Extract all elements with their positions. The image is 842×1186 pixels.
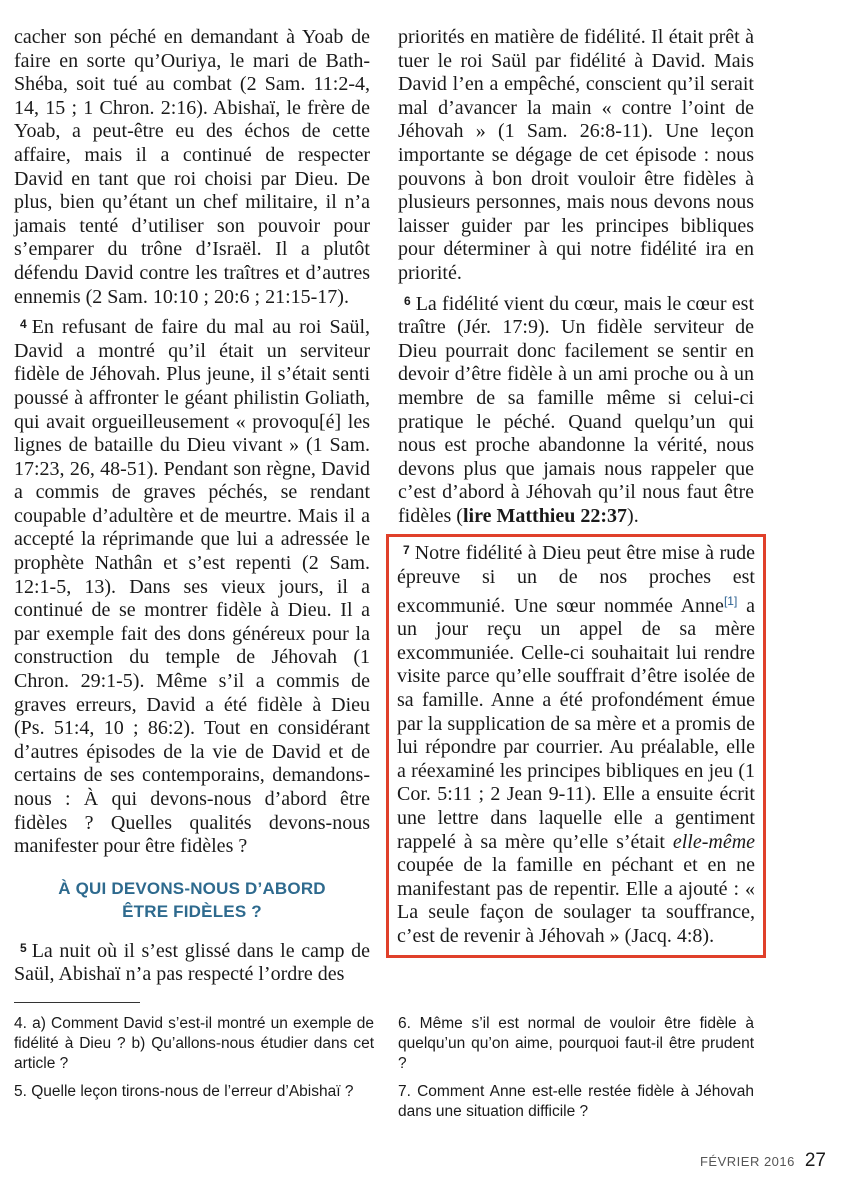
- highlighted-paragraph-box: [386, 534, 766, 957]
- paragraph-6-end: ).: [627, 504, 639, 527]
- section-heading-line-2: ÊTRE FIDÈLES ?: [122, 901, 262, 921]
- question-6: 6. Même s’il est normal de vouloir être fidèle à quelqu’un qu’on aime, pourquoi faut-il être prudent ?: [398, 1015, 754, 1072]
- scripture-reference-link[interactable]: lire Matthieu 22:37: [462, 504, 628, 527]
- issue-date: FÉVRIER 2016: [699, 1154, 795, 1169]
- paragraph-continuation-left: cacher son péché en demandant à Yoab de faire en sorte qu’Ouriya, le mari de Bath-Shéba, soit tué au combat (2 Sam. 11:2-4, 14, 15 ; 1 Chron. 2:16). Abishaï, le frère de Yoab, a peut-être eu des échos de cette affaire, mais il a continué de respecter David en tant que roi choisi par Dieu. De plus, bien qu’étant un chef militaire, il n’a jamais tenté d’utiliser son pouvoir pour s’emparer du trône d’Israël. Il a plutôt défendu David contre les traîtres et d’autres ennemis (2 Sam. 10:10 ; 20:6 ; 21:15-17).: [14, 26, 370, 308]
- page-number: 27: [804, 1150, 826, 1171]
- section-heading-line-1: À QUI DEVONS-NOUS D’ABORD: [58, 878, 326, 898]
- paragraph-6-text: La fidélité vient du cœur, mais le cœur est traître (Jér. 17:9). Un fidèle serviteur de Dieu pourrait donc facilement se sentir en devoir d’être fidèle à un ami proche ou à un membre de sa famille même si celui-ci pratique le péché. Quand quelqu’un qui nous est proche abandonne la vérité, nous devons plus que jamais nous rappeler que c’est d’abord à Jéhovah qu’il nous faut être fidèles (: [398, 292, 754, 527]
- page-footer: [700, 1150, 826, 1172]
- paragraph-4-text: En refusant de faire du mal au roi Saül, David a montré qu’il était un serviteur fidèle de Jéhovah. Plus jeune, il s’était senti poussé à affronter le géant philistin Goliath, qui avait orgueilleusement « provoqu[é] les lignes de bataille du Dieu vivant » (1 Sam. 17:23, 26, 48-51). Pendant son règne, David a commis de graves péchés, se rendant coupable d’adultère et de meurtre. Mais il a accepté la réprimande que lui a adressée le prophète Nathân et s’est repenti (2 Sam. 12:1-5, 13). Dans ses vieux jours, il a continué de se montrer fidèle à Dieu. Il a par exemple fait des dons généreux pour la construction du temple de Jéhovah (1 Chron. 29:1-5). Même s’il a commis de graves erreurs, David a été fidèle à Dieu (Ps. 51:4, 10 ; 86:2). Tout en considérant d’autres épisodes de la vie de David et de certains de ses contemporains, demandons-nous : À qui devons-nous d’abord être fidèles ? Quelles qualités devons-nous manifester pour être fidèles ?: [14, 316, 370, 858]
- paragraph-number-4: 4: [20, 317, 27, 332]
- footnote-link[interactable]: [1]: [723, 593, 738, 608]
- paragraph-continuation-right: priorités en matière de fidélité. Il était prêt à tuer le roi Saül par fidélité à David. Mais David l’en a empêché, conscient qu’il serait mal d’avancer la main « contre l’oint de Jéhovah » (1 Sam. 26:8-11). Une leçon importante se dégage de cet épisode : nous pouvons à bon droit vouloir être fidèles à plusieurs personnes, mais nous devons nous laisser guider par les principes bibliques pour déterminer à qui notre fidélité ira en priorité.: [398, 26, 754, 284]
- study-questions-left: [14, 1014, 374, 1110]
- right-column: [398, 26, 754, 958]
- paragraph-7-text-a: Notre fidélité à Dieu peut être mise à rude épreuve si un de nos proches est excommunié. Une sœur nommée Anne: [397, 542, 755, 617]
- paragraph-number-6: 6: [404, 293, 411, 308]
- paragraph-4: [14, 313, 370, 859]
- left-column: [14, 26, 370, 987]
- paragraph-7-text-c: coupée de la famille en péchant et en ne manifestant pas de repentir. Elle a ajouté : « La seule façon de soulager ta souffrance, c’est de revenir à Jéhovah » (Jacq. 4:8).: [397, 854, 755, 947]
- section-heading: [14, 877, 370, 923]
- question-5: 5. Quelle leçon tirons-nous de l’erreur d’Abishaï ?: [14, 1083, 354, 1100]
- study-questions-right: [398, 1014, 754, 1130]
- question-7: 7. Comment Anne est-elle restée fidèle à Jéhovah dans une situation difficile ?: [398, 1083, 754, 1120]
- question-4: 4. a) Comment David s’est-il montré un exemple de fidélité à Dieu ? b) Qu’allons-nous étudier dans cet article ?: [14, 1015, 374, 1072]
- paragraph-7-italic: elle-même: [672, 830, 756, 853]
- paragraph-number-5: 5: [20, 940, 27, 955]
- paragraph-5: [14, 937, 370, 987]
- paragraph-7: [397, 539, 755, 948]
- questions-divider: [14, 1002, 140, 1003]
- paragraph-number-7: 7: [403, 543, 410, 558]
- paragraph-7-text-b: a un jour reçu un appel de sa mère excommuniée. Celle-ci souhaitait lui rendre visite parce qu’elle souffrait d’être isolée de sa famille. Anne a été profondément émue par la supplication de sa mère et a promis de lui répondre par courrier. Au préalable, elle a réexaminé les principes bibliques en jeu (1 Cor. 5:11 ; 2 Jean 9-11). Elle a ensuite écrit une lettre dans laquelle elle a gentiment rappelé à sa mère qu’elle s’était: [397, 594, 756, 853]
- paragraph-5-text: La nuit où il s’est glissé dans le camp de Saül, Abishaï n’a pas respecté l’ordre des: [14, 939, 370, 986]
- paragraph-6: [398, 290, 754, 529]
